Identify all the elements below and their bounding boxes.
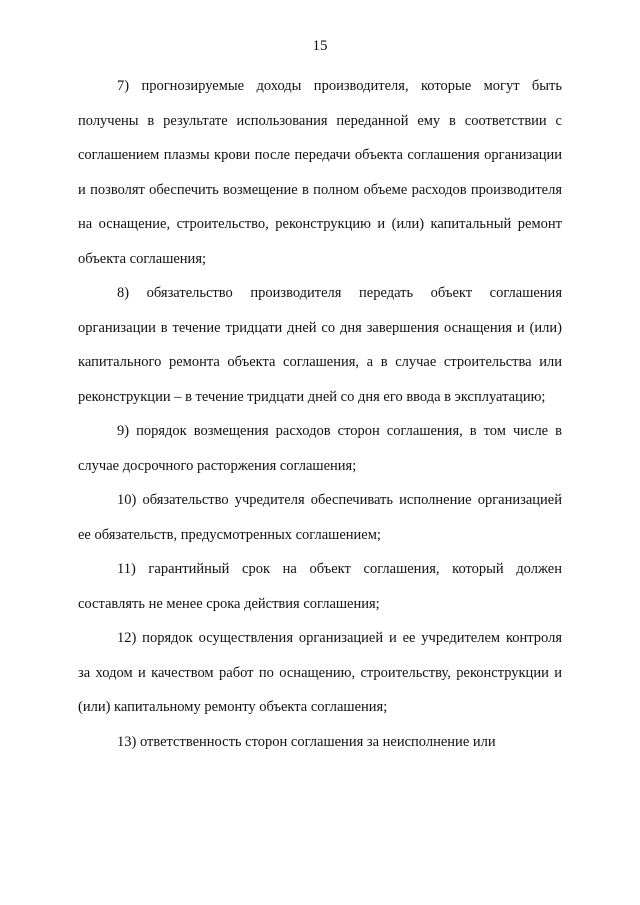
paragraph-item-7: 7) прогнозируемые доходы производителя, которые могут быть получены в результате использования переданной ему в соответствии с соглашением плазмы крови после передачи объекта соглашения организации и позволят обеспечить возмещение в полном объеме расходов производителя на оснащение, строительство, реконструкцию и (или) капитальный ремонт объекта соглашения; (78, 78, 562, 267)
paragraph-item-13: 13) ответственность сторон соглашения за неисполнение или (117, 733, 496, 750)
page-number: 15 (312, 38, 328, 54)
paragraph-item-8: 8) обязательство производителя передать объект соглашения организации в течение тридцати дней со дня завершения оснащения и (или) капитального ремонта объекта соглашения, а в случае строительства или реконструкции – в течение тридцати дней со дня его ввода в эксплуатацию; (78, 285, 562, 405)
paragraph-item-10: 10) обязательство учредителя обеспечивать исполнение организацией ее обязательств, предусмотренных соглашением; (78, 492, 562, 543)
paragraph-item-11: 11) гарантийный срок на объект соглашения, который должен составлять не менее срока действия соглашения; (78, 561, 562, 612)
paragraph-item-9: 9) порядок возмещения расходов сторон соглашения, в том числе в случае досрочного расторжения соглашения; (78, 423, 562, 474)
paragraph-item-12: 12) порядок осуществления организацией и ее учредителем контроля за ходом и качеством работ по оснащению, строительству, реконструкции и (или) капитальному ремонту объекта соглашения; (78, 630, 562, 715)
document-body (78, 69, 562, 759)
